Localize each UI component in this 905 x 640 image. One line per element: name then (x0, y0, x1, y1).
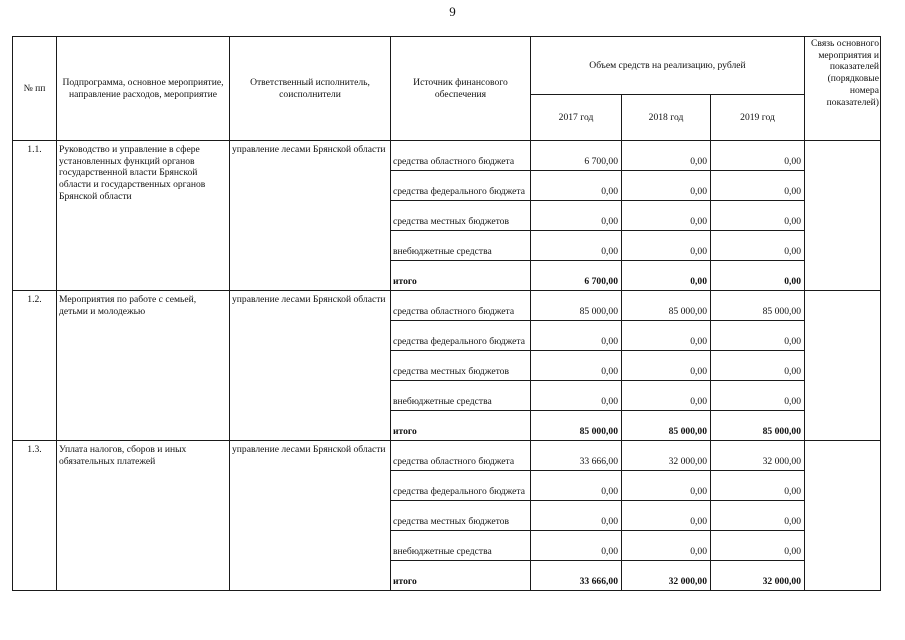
value-2017: 0,00 (531, 471, 622, 501)
funding-source: средства федерального бюджета (391, 471, 531, 501)
total-2018: 0,00 (622, 261, 711, 291)
value-2017: 0,00 (531, 501, 622, 531)
funding-source: средства местных бюджетов (391, 501, 531, 531)
value-2019: 0,00 (711, 531, 805, 561)
funding-source: внебюджетные средства (391, 531, 531, 561)
value-2019: 85 000,00 (711, 291, 805, 321)
value-2017: 0,00 (531, 201, 622, 231)
value-2017: 85 000,00 (531, 291, 622, 321)
total-2018: 32 000,00 (622, 561, 711, 591)
value-2019: 0,00 (711, 501, 805, 531)
total-label: итого (391, 411, 531, 441)
relation-cell (805, 291, 881, 441)
total-2018: 85 000,00 (622, 411, 711, 441)
funding-source: средства областного бюджета (391, 141, 531, 171)
item-name: Уплата налогов, сборов и иных обязательных платежей (57, 441, 230, 591)
item-number: 1.3. (13, 441, 57, 591)
value-2018: 0,00 (622, 201, 711, 231)
value-2017: 0,00 (531, 531, 622, 561)
item-executor: управление лесами Брянской области (230, 291, 391, 441)
item-executor: управление лесами Брянской области (230, 441, 391, 591)
relation-cell (805, 141, 881, 291)
header-year-2018: 2018 год (622, 95, 711, 141)
table-body (13, 141, 881, 591)
table-row (13, 291, 881, 321)
financing-table (12, 36, 881, 591)
header-num: № пп (13, 37, 57, 141)
value-2019: 0,00 (711, 201, 805, 231)
value-2019: 32 000,00 (711, 441, 805, 471)
total-2019: 85 000,00 (711, 411, 805, 441)
header-relation: Связь основного мероприятия и показателей (порядковые номера показателей) (805, 37, 881, 141)
funding-source: внебюджетные средства (391, 381, 531, 411)
total-label: итого (391, 561, 531, 591)
value-2019: 0,00 (711, 321, 805, 351)
value-2017: 0,00 (531, 231, 622, 261)
item-number: 1.2. (13, 291, 57, 441)
value-2018: 0,00 (622, 381, 711, 411)
total-2019: 32 000,00 (711, 561, 805, 591)
header-volume: Объем средств на реализацию, рублей (531, 37, 805, 95)
value-2018: 0,00 (622, 471, 711, 501)
header-executor: Ответственный исполнитель, соисполнители (230, 37, 391, 141)
page-number: 9 (449, 4, 456, 19)
value-2019: 0,00 (711, 351, 805, 381)
funding-source: средства федерального бюджета (391, 171, 531, 201)
relation-cell (805, 441, 881, 591)
header-program: Подпрограмма, основное мероприятие, направление расходов, мероприятие (57, 37, 230, 141)
table-header (13, 37, 881, 141)
value-2018: 0,00 (622, 321, 711, 351)
total-2019: 0,00 (711, 261, 805, 291)
value-2017: 0,00 (531, 381, 622, 411)
value-2018: 32 000,00 (622, 441, 711, 471)
value-2018: 0,00 (622, 351, 711, 381)
funding-source: средства местных бюджетов (391, 201, 531, 231)
value-2017: 33 666,00 (531, 441, 622, 471)
item-number: 1.1. (13, 141, 57, 291)
item-name: Руководство и управление в сфере установленных функций органов государственной власти Брянской области и государственных органов Брянской области (57, 141, 230, 291)
item-executor: управление лесами Брянской области (230, 141, 391, 291)
value-2019: 0,00 (711, 141, 805, 171)
value-2017: 0,00 (531, 321, 622, 351)
value-2019: 0,00 (711, 231, 805, 261)
total-2017: 85 000,00 (531, 411, 622, 441)
value-2018: 0,00 (622, 141, 711, 171)
value-2018: 0,00 (622, 531, 711, 561)
funding-source: внебюджетные средства (391, 231, 531, 261)
value-2018: 0,00 (622, 231, 711, 261)
value-2019: 0,00 (711, 381, 805, 411)
value-2017: 0,00 (531, 351, 622, 381)
table-row (13, 441, 881, 471)
funding-source: средства местных бюджетов (391, 351, 531, 381)
value-2017: 0,00 (531, 171, 622, 201)
item-name: Мероприятия по работе с семьей, детьми и молодежью (57, 291, 230, 441)
value-2018: 85 000,00 (622, 291, 711, 321)
value-2019: 0,00 (711, 171, 805, 201)
funding-source: средства областного бюджета (391, 291, 531, 321)
value-2018: 0,00 (622, 171, 711, 201)
table-row (13, 141, 881, 171)
value-2017: 6 700,00 (531, 141, 622, 171)
total-label: итого (391, 261, 531, 291)
value-2019: 0,00 (711, 471, 805, 501)
total-2017: 6 700,00 (531, 261, 622, 291)
value-2018: 0,00 (622, 501, 711, 531)
header-year-2019: 2019 год (711, 95, 805, 141)
total-2017: 33 666,00 (531, 561, 622, 591)
header-year-2017: 2017 год (531, 95, 622, 141)
funding-source: средства областного бюджета (391, 441, 531, 471)
header-source: Источник финансового обеспечения (391, 37, 531, 141)
funding-source: средства федерального бюджета (391, 321, 531, 351)
